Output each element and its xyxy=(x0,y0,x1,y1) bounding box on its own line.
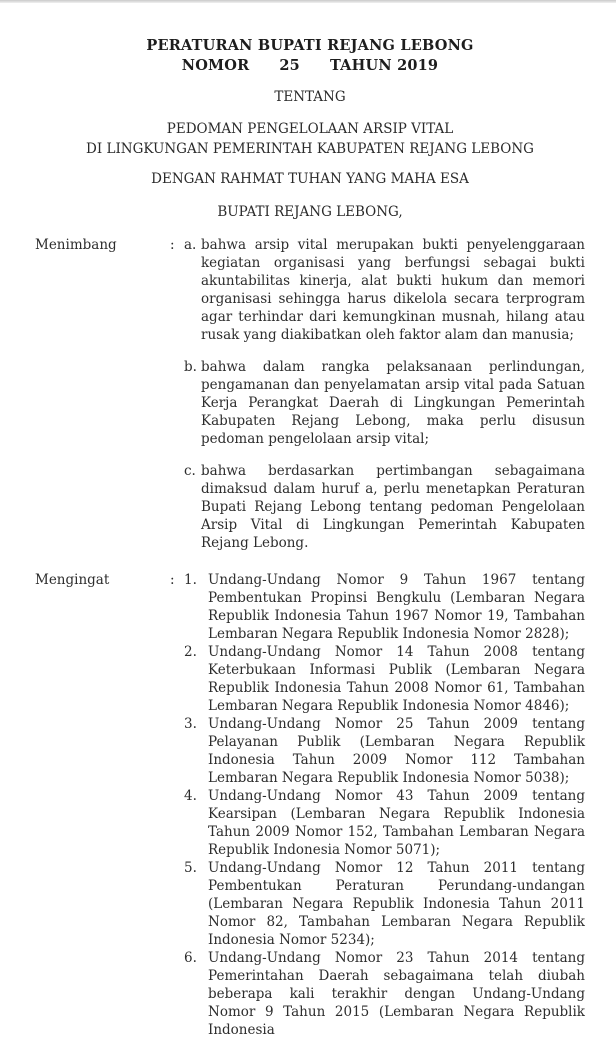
mengingat-item-6-text: Undang-Undang Nomor 23 Tahun 2014 tentang Pemerintahan Daerah sebagaimana telah diubah beberapa kali terakhir dengan Undang-Undang Nomor 9 Tahun 2015 (Lembaran Negara Republik Indonesia xyxy=(208,950,585,1038)
mengingat-item-3 xyxy=(184,715,585,787)
tentang-heading: TENTANG xyxy=(274,89,346,105)
regulation-subject-line-1: PEDOMAN PENGELOLAAN ARSIP VITAL xyxy=(166,121,454,137)
menimbang-item-b xyxy=(184,358,585,448)
mengingat-item-1 xyxy=(184,571,585,643)
mengingat-item-4-text: Undang-Undang Nomor 43 Tahun 2009 tentang Kearsipan (Lembaran Negara Republik Indonesia Tahun 2009 Nomor 152, Tambahan Lembaran Negara Republik Indonesia Nomor 5071); xyxy=(208,788,585,858)
mengingat-item-1-marker: 1. xyxy=(184,572,197,588)
menimbang-item-b-text: bahwa dalam rangka pelaksanaan perlindungan, pengamanan dan penyelamatan arsip vital pada Satuan Kerja Perangkat Daerah di Lingkungan Pemerintah Kabupaten Rejang Lebong, maka perlu disusun pedoman pengelolaan arsip vital; xyxy=(201,359,585,447)
mengingat-colon: : xyxy=(170,572,175,588)
menimbang-item-c-marker: c. xyxy=(184,463,196,479)
nomor-label: NOMOR xyxy=(181,57,250,74)
mengingat-item-6-marker: 6. xyxy=(184,950,197,966)
regulation-number-line xyxy=(35,56,585,76)
mengingat-item-6 xyxy=(184,949,585,1039)
menimbang-item-c-text: bahwa berdasarkan pertimbangan sebagaimana dimaksud dalam huruf a, perlu menetapkan Peraturan Bupati Rejang Lebong tentang pedoman Pengelolaan Arsip Vital di Lingkungan Pemerintah Kabupaten Rejang Lebong. xyxy=(201,463,585,551)
mengingat-label: Mengingat xyxy=(35,572,110,588)
mengingat-item-4 xyxy=(184,787,585,859)
menimbang-item-a-text: bahwa arsip vital merupakan bukti penyelenggaraan kegiatan organisasi yang berfungsi sebagai bukti akuntabilitas kinerja, alat bukti hukum dan memori organisasi sehingga harus dikelola secara terprogram agar terhindar dari kemungkinan musnah, hilang atau rusak yang diakibatkan oleh faktor alam dan manusia; xyxy=(201,237,585,343)
mengingat-item-5-marker: 5. xyxy=(184,860,197,876)
mengingat-item-1-text: Undang-Undang Nomor 9 Tahun 1967 tentang Pembentukan Propinsi Bengkulu (Lembaran Negara Republik Indonesia Tahun 1967 Nomor 19, Tambahan Lembaran Negara Republik Indonesia Nomor 2828); xyxy=(208,572,585,642)
menimbang-item-a-marker: a. xyxy=(184,237,197,253)
menimbang-item-c xyxy=(184,462,585,552)
mengingat-item-3-text: Undang-Undang Nomor 25 Tahun 2009 tentang Pelayanan Publik (Lembaran Negara Republik Indonesia Tahun 2009 Nomor 112 Tambahan Lembaran Negara Republik Indonesia Nomor 5038); xyxy=(208,716,585,786)
mengingat-item-5 xyxy=(184,859,585,949)
menimbang-label: Menimbang xyxy=(35,237,117,253)
menimbang-section xyxy=(35,236,585,552)
mengingat-item-2-text: Undang-Undang Nomor 14 Tahun 2008 tentang Keterbukaan Informasi Publik (Lembaran Negara Republik Indonesia Tahun 2008 Nomor 61, Tambahan Lembaran Negara Republik Indonesia Nomor 4846); xyxy=(208,644,585,714)
menimbang-item-a xyxy=(184,236,585,344)
menimbang-colon: : xyxy=(170,237,175,253)
mengingat-section xyxy=(35,571,585,1039)
menimbang-item-b-marker: b. xyxy=(184,359,197,375)
mengingat-item-3-marker: 3. xyxy=(184,716,197,732)
regulation-title: PERATURAN BUPATI REJANG LEBONG xyxy=(146,37,474,54)
mengingat-item-2-marker: 2. xyxy=(184,644,197,660)
nomor-value: 25 xyxy=(279,57,300,74)
mengingat-item-2 xyxy=(184,643,585,715)
invocation-line: DENGAN RAHMAT TUHAN YANG MAHA ESA xyxy=(151,171,469,187)
mengingat-item-4-marker: 4. xyxy=(184,788,197,804)
mengingat-item-5-text: Undang-Undang Nomor 12 Tahun 2011 tentang Pembentukan Peraturan Perundang-undangan (Lembaran Negara Republik Indonesia Tahun 2011 Nomor 82, Tambahan Lembaran Negara Republik Indonesia Nomor 5234); xyxy=(208,860,585,948)
document-page xyxy=(0,3,616,1039)
document-header xyxy=(35,36,585,222)
regulation-subject-line-2: DI LINGKUNGAN PEMERINTAH KABUPATEN REJANG LEBONG xyxy=(86,141,534,157)
tahun-label: TAHUN 2019 xyxy=(329,57,439,74)
menimbang-items xyxy=(184,236,585,552)
mengingat-items xyxy=(184,571,585,1039)
authority-line: BUPATI REJANG LEBONG, xyxy=(217,204,403,220)
